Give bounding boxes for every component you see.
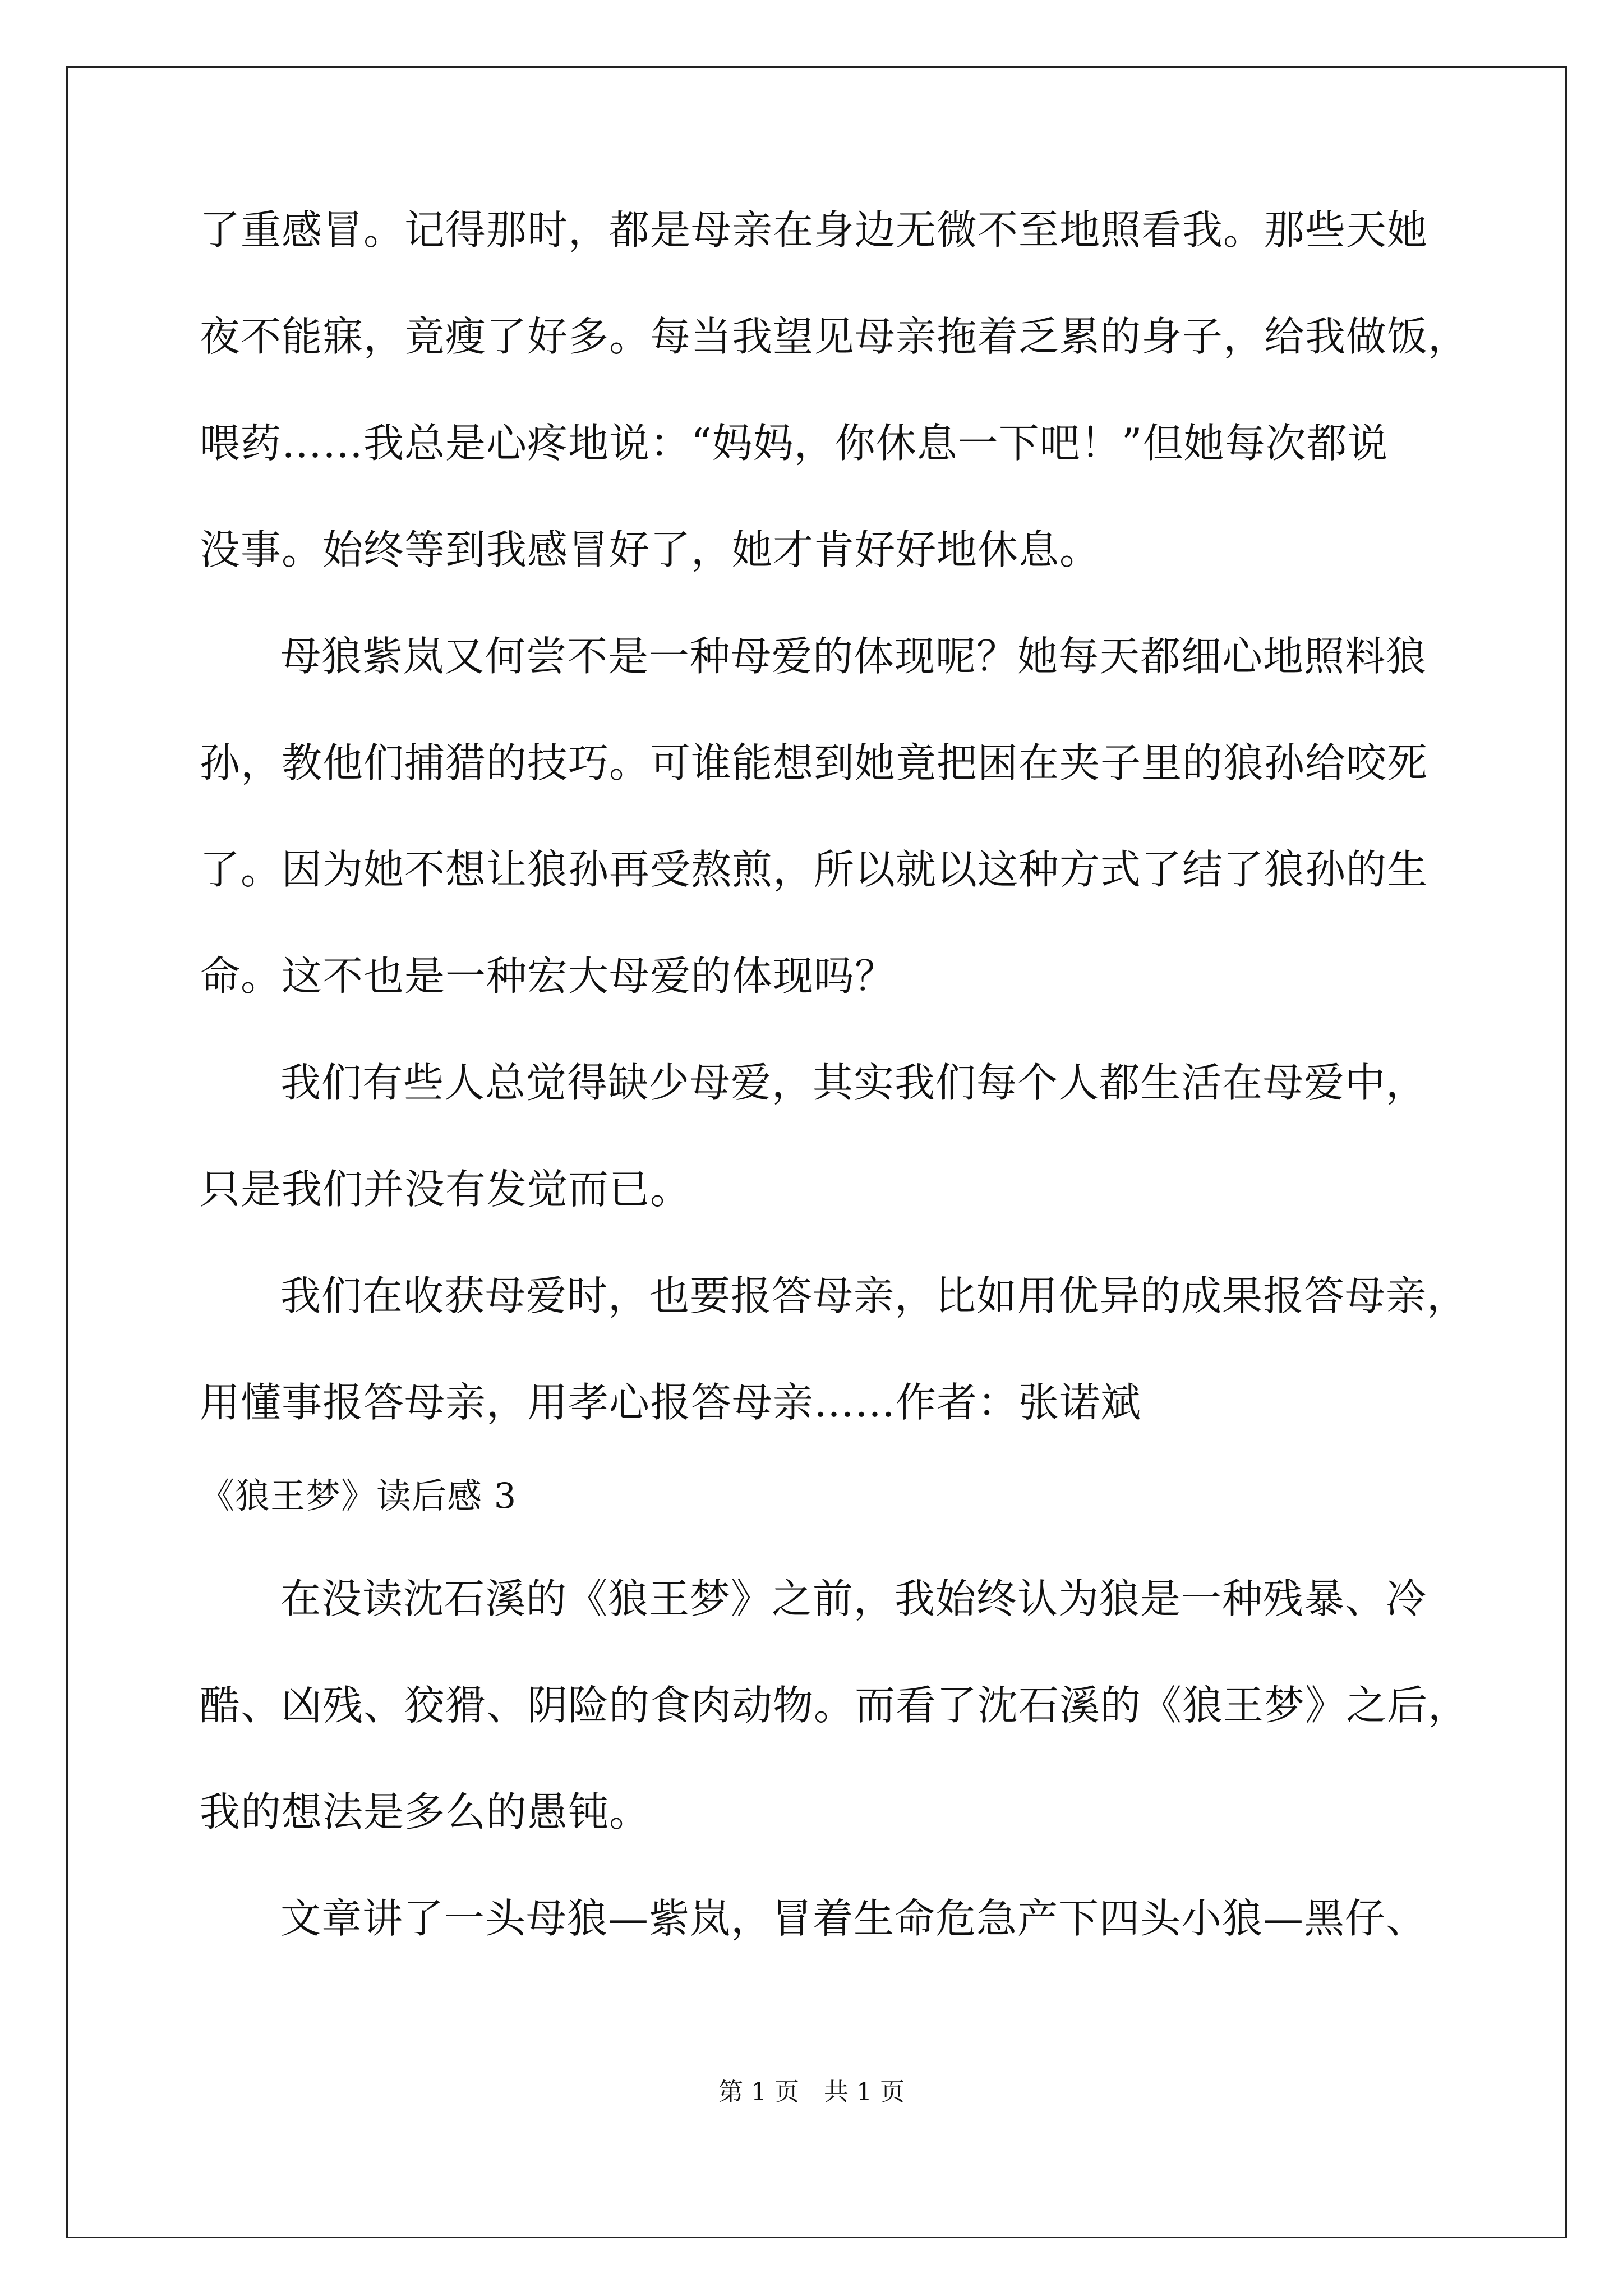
text-line: 我们有些人总觉得缺少母爱，其实我们每个人都生活在母爱中， <box>280 1059 1427 1106</box>
text-line: 用懂事报答母亲，用孝心报答母亲……作者：张诺斌 <box>200 1379 1142 1426</box>
page-footer <box>0 2076 1623 2109</box>
text-line: 我们在收获母爱时，也要报答母亲，比如用优异的成果报答母亲， <box>280 1272 1468 1319</box>
text-line: 母狼紫岚又何尝不是一种母爱的体现呢？她每天都细心地照料狼 <box>280 633 1427 680</box>
text-line: 酷、凶残、狡猾、阴险的食肉动物。而看了沈石溪的《狼王梦》之后， <box>200 1682 1469 1729</box>
page-number-current: 第 1 页 <box>718 2078 799 2106</box>
text-line: 文章讲了一头母狼—紫岚，冒着生命危急产下四头小狼—黑仔、 <box>280 1895 1427 1942</box>
page-number-total: 共 1 页 <box>824 2078 905 2106</box>
text-line: 了。因为她不想让狼孙再受熬煎，所以就以这种方式了结了狼孙的生 <box>200 846 1428 893</box>
section-heading: 《狼王梦》读后感 3 <box>200 1475 517 1516</box>
text-line: 没事。始终等到我感冒好了，她才肯好好地休息。 <box>200 526 1101 573</box>
text-line: 了重感冒。记得那时，都是母亲在身边无微不至地照看我。那些天她 <box>200 206 1428 254</box>
text-line: 我的想法是多么的愚钝。 <box>200 1788 651 1835</box>
text-line: 只是我们并没有发觉而已。 <box>200 1166 691 1213</box>
text-line: 喂药……我总是心疼地说：“妈妈，你休息一下吧！”但她每次都说 <box>200 420 1389 467</box>
text-line: 命。这不也是一种宏大母爱的体现吗？ <box>200 953 896 1000</box>
text-line: 在没读沈石溪的《狼王梦》之前，我始终认为狼是一种残暴、冷 <box>280 1575 1427 1622</box>
text-line: 孙，教他们捕猎的技巧。可谁能想到她竟把困在夹子里的狼孙给咬死 <box>200 739 1428 786</box>
text-line: 夜不能寐，竟瘦了好多。每当我望见母亲拖着乏累的身子，给我做饭， <box>200 313 1469 360</box>
